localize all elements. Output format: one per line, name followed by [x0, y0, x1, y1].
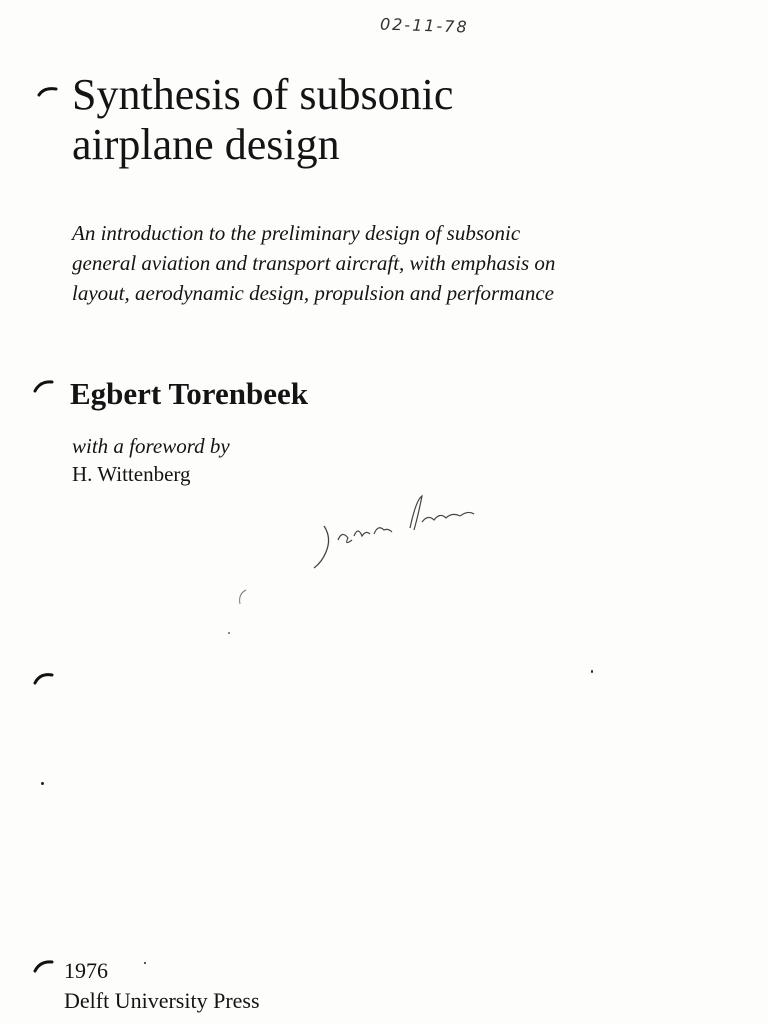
subtitle-line-2: general aviation and transport aircraft, with emphasis on — [72, 251, 556, 275]
subtitle-line-1: An introduction to the preliminary design of subsonic — [72, 221, 521, 245]
author-name: Egbert Torenbeek — [70, 376, 308, 411]
handwritten-signature — [310, 490, 490, 580]
binder-mark-icon — [32, 378, 58, 394]
dust-speck — [41, 782, 44, 785]
binder-mark-icon — [32, 958, 58, 974]
publisher-name: Delft University Press — [64, 988, 260, 1013]
handwritten-date: 02-11-78 — [379, 14, 469, 37]
pencil-mark-icon — [234, 588, 250, 608]
foreword-author: H. Wittenberg — [72, 462, 191, 486]
binder-mark-icon — [32, 670, 58, 686]
binder-mark-icon — [36, 84, 62, 98]
subtitle-line-3: layout, aerodynamic design, propulsion and performance — [72, 281, 554, 305]
dust-speck — [591, 670, 593, 673]
foreword-label: with a foreword by — [72, 434, 230, 458]
book-subtitle — [72, 218, 692, 308]
title-line-2: airplane design — [72, 120, 340, 169]
publication-year: 1976 — [64, 958, 108, 983]
title-line-1: Synthesis of subsonic — [72, 70, 454, 119]
dust-speck — [228, 632, 230, 634]
book-title — [72, 70, 453, 170]
dust-speck — [144, 962, 146, 964]
